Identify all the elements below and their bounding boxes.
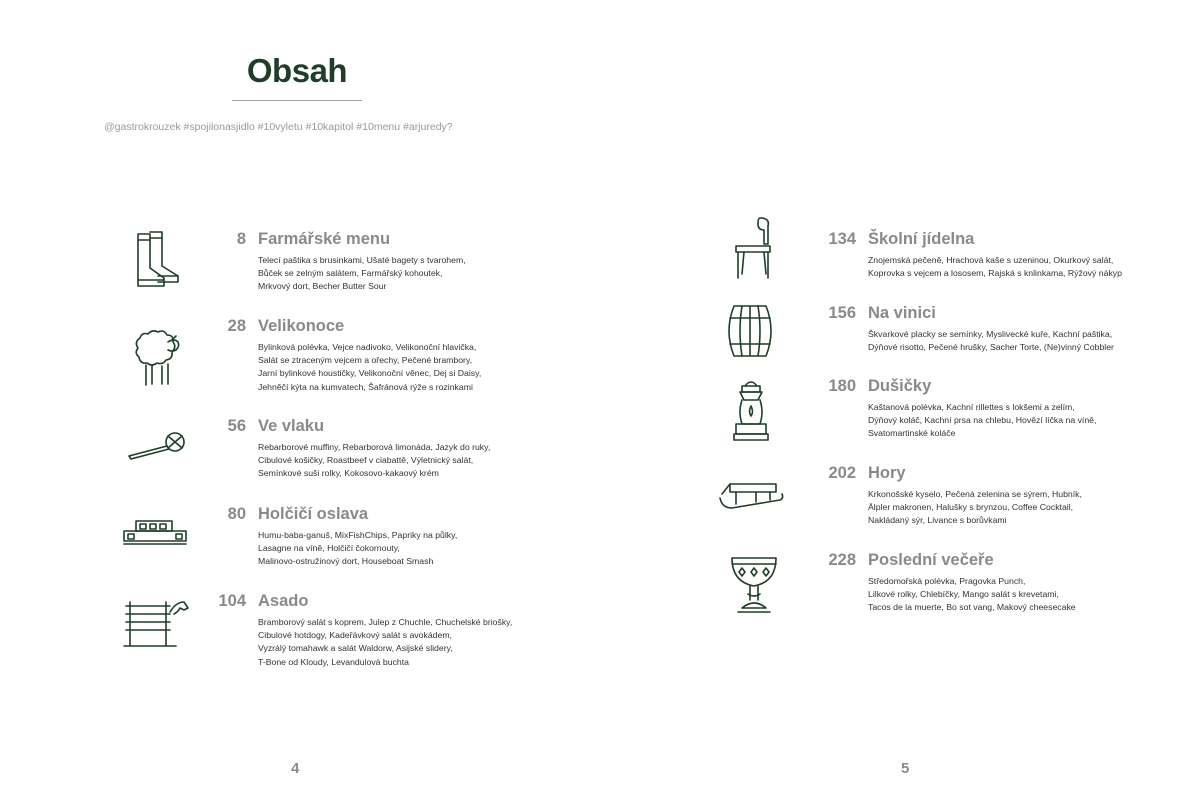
entry-title: Na vinici <box>868 304 936 322</box>
horse-fence-icon <box>122 598 190 650</box>
lantern-icon <box>730 378 772 446</box>
title-underline <box>232 100 362 101</box>
entry-description: Škvarkové placky se semínky, Myslivecké kuře, Kachní paštika, Dýňové risotto, Pečené hrušky, Sacher Torte, (Ne)vinný Cobbler <box>868 329 1114 353</box>
entry-title: Školní jídelna <box>868 230 975 248</box>
entry-description: Bramborový salát s koprem, Julep z Chuchle, Chuchelské briošky, Cibulové hotdogy, Kadeřávkový salát s avokádem, Vyzrálý tomahawk a salát Waldorw, Asijské slidery, T-Bone od Kloudy, Levandulová buchta <box>258 617 513 667</box>
entry-description: Bylinková polévka, Vejce nadivoko, Velikonoční hlavička, Salát se ztraceným vejcem a ořechy, Pečené brambory, Jarní bylinkové houstičky, Velikonoční věnec, Dej si Daisy, Jehněčí kýta na kumvatech, Šafránová rýže s rozinkami <box>258 342 482 392</box>
entry-page-number: 56 <box>227 417 246 435</box>
entry-page-number: 8 <box>236 230 246 248</box>
entry-page-number: 134 <box>828 230 856 248</box>
entry-title: Hory <box>868 464 906 482</box>
entry-page-number: 28 <box>227 317 246 335</box>
wine-barrel-icon <box>726 302 774 360</box>
entry-title: Poslední večeře <box>868 551 994 569</box>
entry-page-number: 156 <box>828 304 856 322</box>
entry-description: Znojemská pečeně, Hrachová kaše s uzeninou, Okurkový salát, Koprovka s vejcem a lososem, Rajská s knlinkama, Rýžový nákyp <box>868 255 1122 279</box>
entry-title: Velikonoce <box>258 317 345 335</box>
entry-description: Rebarborové muffiny, Rebarborová limonáda, Jazyk do ruky, Cibulové košičky, Roastbeef v ciabattě, Výletnický salát, Semínkové suši rolky, Kokosovo-kakaový krém <box>258 442 491 479</box>
rubber-boots-icon <box>128 228 184 290</box>
page-title: Obsah <box>246 52 348 89</box>
page-number-left: 4 <box>291 760 300 777</box>
houseboat-icon <box>122 517 188 547</box>
entry-page-number: 104 <box>218 592 246 610</box>
chalice-icon <box>728 554 780 616</box>
entry-description: Kaštanová polévka, Kachní rillettes s lokšemi a zelím, Dýňový koláč, Kachní prsa na chlebu, Hovězí líčka na víně, Svatomartinské koláče <box>868 402 1097 439</box>
train-signal-paddle-icon <box>125 428 189 462</box>
sheep-icon <box>128 328 184 390</box>
entry-title: Ve vlaku <box>258 417 325 435</box>
entry-description: Středomořská polévka, Pragovka Punch, Lilkové rolky, Chlebíčky, Mango salát s krevetami, Tacos de la muerte, Bo sot vang, Makový cheesecake <box>868 576 1076 613</box>
entry-page-number: 228 <box>828 551 856 569</box>
sled-icon <box>716 478 786 518</box>
page-number-right: 5 <box>901 760 910 777</box>
entry-page-number: 202 <box>828 464 856 482</box>
entry-title: Asado <box>258 592 309 610</box>
entry-title: Farmářské menu <box>258 230 391 248</box>
entry-description: Humu-baba-ganuš, MixFishChips, Papriky na půlky, Lasagne na víně, Holčičí čokornouty, Malinovo-ostružinový dort, Houseboat Smash <box>258 530 458 567</box>
entry-description: Telecí paštika s brusinkami, Ušaté bagety s tvarohem, Bůček se zelným salátem, Farmářský kohoutek, Mrkvový dort, Becher Butter Sour <box>258 255 466 292</box>
entry-description: Krkonošské kyselo, Pečená zelenina se sýrem, Hubník, Älpler makronen, Halušky s brynzou, Coffee Cocktail, Nakládaný sýr, Livance s borůvkami <box>868 489 1082 526</box>
entry-title: Dušičky <box>868 377 932 395</box>
hashtags: @gastrokrouzek #spojilonasjidlo #10vyletu #10kapitol #10menu #arjuredy? <box>104 121 453 133</box>
entry-page-number: 180 <box>828 377 856 395</box>
entry-page-number: 80 <box>227 505 246 523</box>
entry-title: Holčičí oslava <box>258 505 369 523</box>
school-chair-icon <box>730 214 776 280</box>
